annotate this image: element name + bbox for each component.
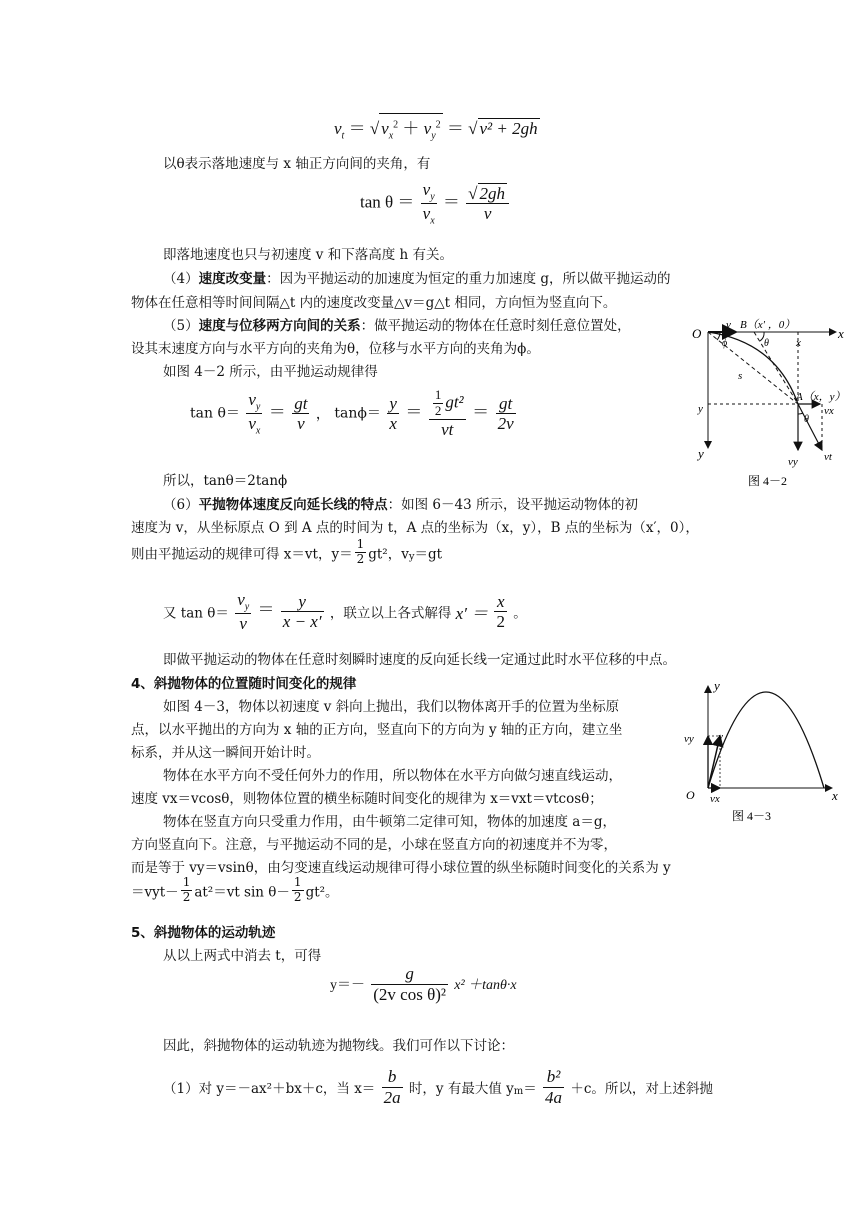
fig42-label-phi: ϕ (722, 338, 728, 349)
paragraph-direction-relation-2: 设其末速度方向与水平方向的夹角为θ，位移与水平方向的夹角为ϕ。 (131, 341, 540, 357)
fig42-label-x-axis: x (838, 326, 844, 341)
paragraph-oblique-intro: 如图 4－3，物体以初速度 v 斜向上抛出，我们以物体离开手的位置为坐标原 (163, 699, 620, 715)
fig42-label-v: v (726, 319, 731, 331)
paragraph-reverse-extension: （6）平抛物体速度反向延长线的特点：如图 6－43 所示，设平抛运动物体的初 (163, 497, 638, 513)
fig42-label-vy: vy (788, 456, 798, 468)
paragraph-discussion-1: （1）对 y＝－ax²＋bx＋c，当 x＝ $\frac{b}{2a}$ 时，y 有最大值 $y_m=$ $\frac{\text{b²}}{4a}$ ＋c。所以，对上述斜抛 (163, 1067, 713, 1107)
paragraph-vertical-2: 方向竖直向下。注意，与平抛运动不同的是，小球在竖直方向的初速度并不为零， (131, 837, 617, 853)
paragraph-tan-conclusion: 所以，tanθ＝2tanϕ (163, 473, 288, 489)
formula-vt-lhs: v (334, 119, 342, 138)
paragraph-landing-speed: 即落地速度也只与初速度 v 和下落高度 h 有关。 (163, 247, 453, 263)
paragraph-horizontal-2: 速度 vx＝vcosθ，则物体位置的横坐标随时间变化的规律为 x＝vxt＝vtcosθ； (131, 791, 603, 807)
heading-section-5: 5、斜抛物体的运动轨迹 (131, 925, 276, 941)
fig42-label-vt: vt (824, 451, 832, 463)
fig43-caption: 图 4－3 (732, 809, 772, 823)
fig42-label-x-dim: x (796, 337, 801, 349)
fig42-label-theta: θ (764, 338, 769, 349)
paragraph-reverse-extension-2: 速度为 v，从坐标原点 O 到 A 点的时间为 t，A 点的坐标为（x，y），B 点的坐标为（x′，0）， (131, 520, 699, 536)
figure-4-2 (686, 312, 856, 492)
formula-vt-rhs: v² + 2gh (479, 119, 538, 138)
paragraph-reverse-extension-3: 则由平抛运动的规律可得 x＝vt，y＝ $\frac{1}{2}$ gt²，$v_y=gt$ (131, 537, 443, 566)
fig42-label-O: O (692, 326, 702, 341)
formula-tan-pair: tan θ＝ $\frac{v_y}{v_x}$ ＝ $\frac{gt}{v}$ ， tanϕ＝ $\frac{y}{x}$ ＝ $\frac{1}{2}$ gt² vt ＝ $\frac{gt}{2v}$ (190, 387, 514, 439)
fig42-label-vx: vx (824, 405, 834, 417)
paragraph-oblique-intro-3: 标系，并从这一瞬间开始计时。 (131, 745, 320, 761)
fig42-label-B: B（x′ ，0） (740, 319, 796, 331)
paragraph-velocity-change: （4）速度改变量：因为平抛运动的加速度为恒定的重力加速度 g，所以做平抛运动的 (163, 271, 671, 287)
fig42-label-s: s (738, 370, 743, 382)
formula-vt-subx: x (388, 130, 394, 142)
paragraph-vertical-3: 而是等于 vy＝vsinθ，由匀变速直线运动规律可得小球位置的纵坐标随时间变化的关系为 y (131, 860, 671, 876)
formula-vt: $v_t$ ＝ √ $v_x^2 + v_y^2$ ＝ √ v² + 2gh (334, 113, 540, 141)
formula-vt-sub: t (341, 130, 345, 142)
fig43-label-vx: vx (710, 793, 720, 805)
fig43-label-v: v (718, 731, 723, 743)
paragraph-velocity-change-2: 物体在任意相等时间间隔△t 内的速度改变量△v＝g△t 相同，方向恒为竖直向下。 (131, 295, 617, 311)
term-velocity-change: 速度改变量 (198, 271, 267, 287)
paragraph-direction-relation: （5）速度与位移两方向间的关系：做平抛运动的物体在任意时刻任意位置处， (163, 318, 631, 334)
fig43-label-x: x (832, 788, 838, 803)
paragraph-oblique-intro-2: 点，以水平抛出的方向为 x 轴的正方向，竖直向下的方向为 y 轴的正方向，建立坐 (131, 722, 623, 738)
paragraph-vertical: 物体在竖直方向只受重力作用，由牛顿第二定律可知，物体的加速度 a＝g， (163, 814, 616, 830)
term-direction-relation: 速度与位移两方向间的关系 (198, 318, 361, 334)
heading-section-4: 4、斜抛物体的位置随时间变化的规律 (131, 676, 357, 692)
formula-projectile-y: y＝－ $\frac{g}{\text{(2v cos θ)²}}$ x² ＋tanθ·x (330, 964, 517, 1004)
paragraph-midpoint-conclusion: 即做平抛运动的物体在任意时刻瞬时速度的反向延长线一定通过此时水平位移的中点。 (163, 652, 676, 668)
figure-4-3 (680, 676, 850, 826)
fig43-label-O: O (686, 788, 695, 802)
formula-tan-theta: tan θ ＝ $\frac{v_y}{v_x}$ ＝ $\frac{√ 2gh}{v}$ (360, 180, 511, 227)
paragraph-parabola: 因此，斜抛物体的运动轨迹为抛物线。我们可作以下讨论： (163, 1038, 514, 1054)
fig42-label-A: A（x，y） (796, 391, 846, 403)
paragraph-theta-intro: 以θ表示落地速度与 x 轴正方向间的夹角，有 (163, 156, 431, 172)
fig42-label-y-dim: y (698, 403, 703, 415)
term-reverse-extension: 平抛物体速度反向延长线的特点 (198, 497, 388, 513)
fig43-label-vy: vy (684, 733, 694, 745)
fig42-caption: 图 4－2 (748, 474, 788, 488)
formula-vt-vx: v (381, 119, 389, 138)
formula-vt-suby: y (431, 130, 436, 142)
paragraph-direction-relation-3: 如图 4－2 所示，由平抛运动规律得 (163, 364, 378, 380)
paragraph-vertical-4: ＝vyt－ $\frac{1}{2}$ at²＝vt sin θ－ $\frac{1}{2}$ gt²。 (131, 875, 339, 904)
paragraph-eliminate-t: 从以上两式中消去 t，可得 (163, 948, 322, 964)
fig43-label-y: y (714, 678, 720, 693)
paragraph-tan-relation: 又 tan θ＝ $\frac{v_y}{v}$ ＝ $\frac{y}{x - x'}$ ，联立以上各式解得 x′ ＝ $\frac{x}{2}$ 。 (163, 590, 527, 633)
fig42-label-theta2: θ (804, 414, 809, 425)
formula-tan-theta-lhs: tan θ (360, 192, 394, 212)
fig42-label-y-axis: y (698, 446, 704, 461)
paragraph-horizontal: 物体在水平方向不受任何外力的作用，所以物体在水平方向做匀速直线运动， (163, 768, 622, 784)
